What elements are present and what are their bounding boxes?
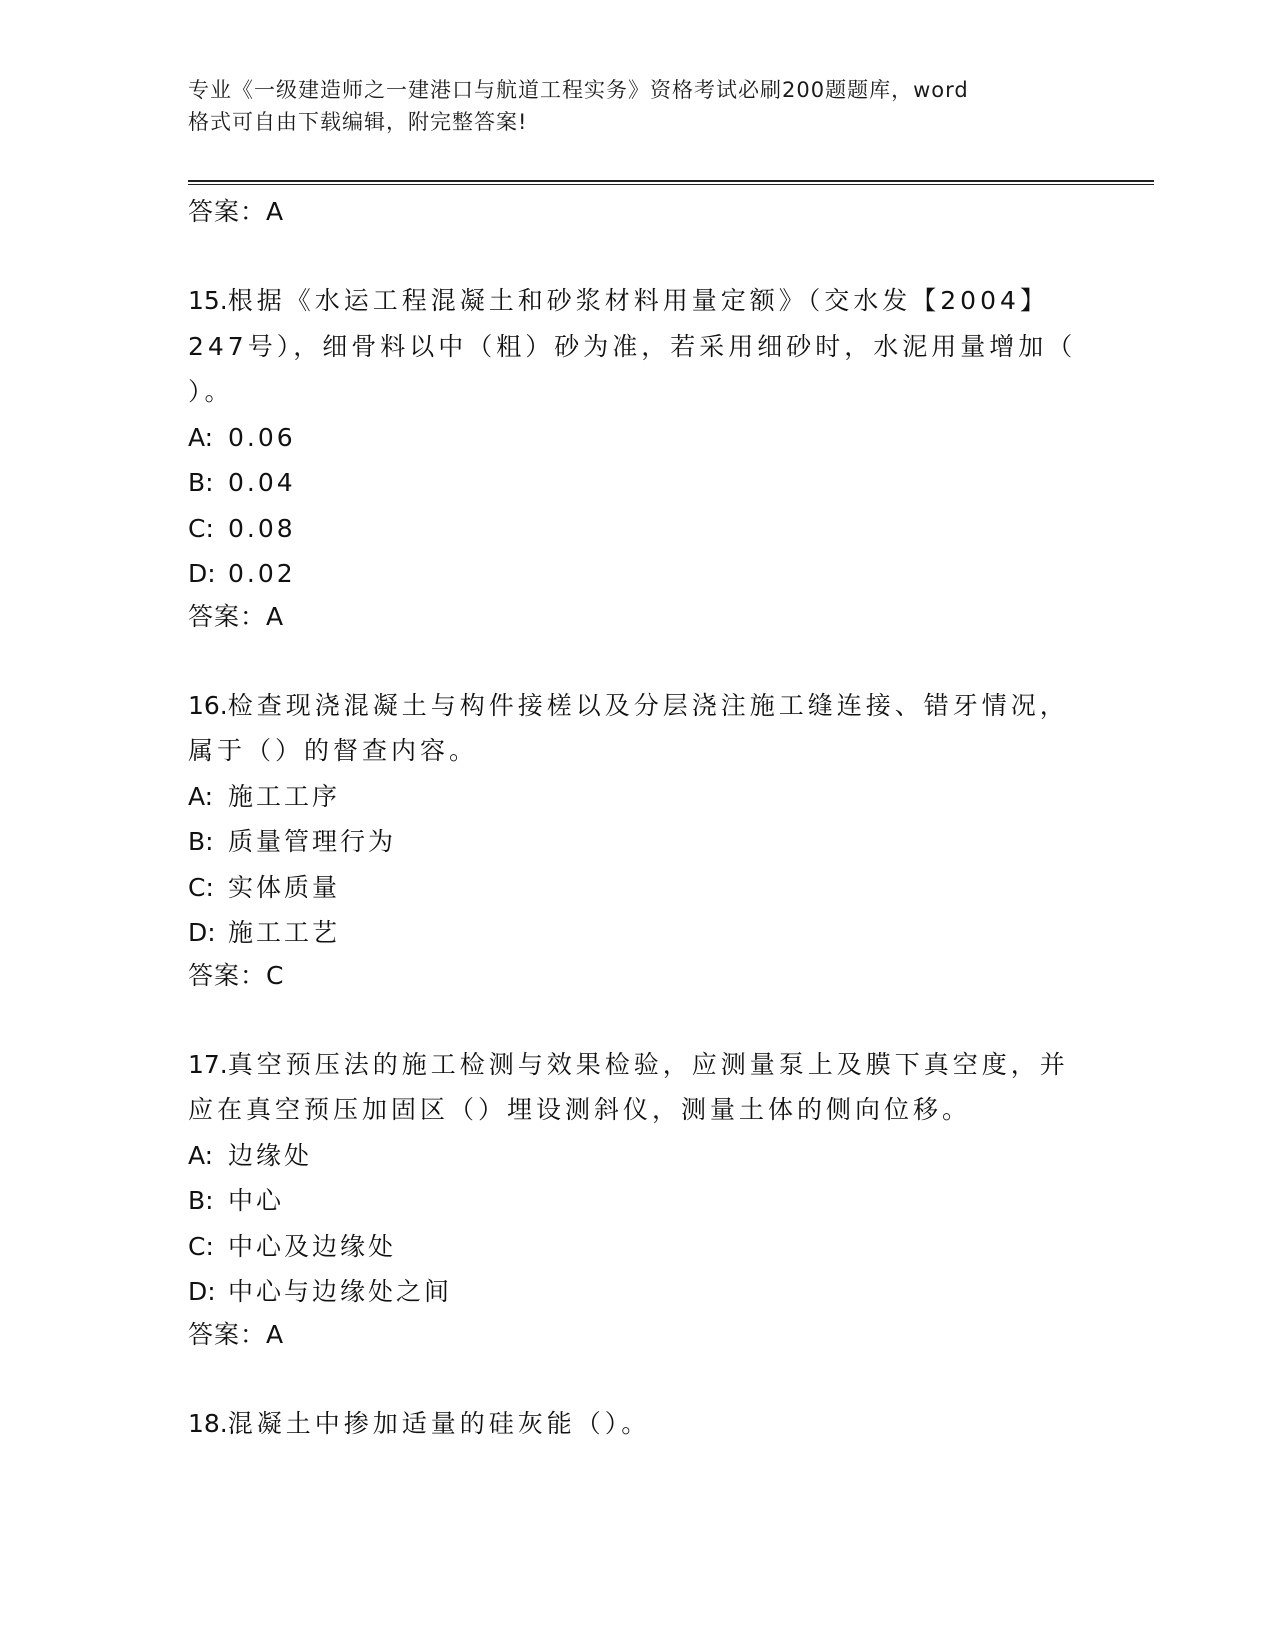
question-line: 247号），细骨料以中（粗）砂为准，若采用细砂时，水泥用量增加（ [188,331,1077,361]
question-number: 18. [188,1408,228,1438]
question-line: 15.根据《水运工程混凝土和砂浆材料用量定额》（交水发【2004】 [188,286,1049,315]
question-text [188,683,1088,774]
option-a: A: 边缘处 [188,1140,313,1170]
question-line: 18.混凝土中掺加适量的硅灰能（）。 [188,1408,651,1438]
option-b: B: 质量管理行为 [188,827,397,856]
question-17 [188,1042,1088,1355]
option-d: D: 0.02 [188,559,296,588]
header-divider [188,180,1154,185]
option-b: B: 0.04 [188,468,296,497]
question-line: ）。 [188,377,234,406]
question-list [188,278,1088,1492]
answer: 答案：A [188,601,285,631]
option-a: A: 0.06 [188,422,296,452]
question-text [188,278,1088,415]
document-header [188,74,1078,138]
option-d: D: 施工工艺 [188,918,341,947]
question-16 [188,683,1088,996]
answer-previous-question: 答案：A [188,197,285,226]
question-18 [188,1401,1088,1447]
option-c: C: 0.08 [188,513,296,543]
question-15 [188,278,1088,637]
question-line: 16.检查现浇混凝土与构件接槎以及分层浇注施工缝连接、错牙情况， [188,690,1069,720]
answer: 答案：C [188,960,285,990]
option-a: A: 施工工序 [188,781,341,811]
option-d: D: 中心与边缘处之间 [188,1277,453,1306]
header-line-1: 专业《一级建造师之一建港口与航道工程实务》资格考试必刷200题题库，word [188,78,969,102]
option-c: C: 中心及边缘处 [188,1231,397,1261]
option-c: C: 实体质量 [188,872,341,902]
question-line: 17.真空预压法的施工检测与效果检验，应测量泵上及膜下真空度，并 [188,1049,1069,1079]
question-number: 17. [188,1049,228,1079]
question-number: 16. [188,690,228,720]
question-text [188,1042,1088,1133]
option-b: B: 中心 [188,1186,285,1215]
answer: 答案：A [188,1319,285,1349]
header-line-2: 格式可自由下载编辑，附完整答案! [188,110,528,134]
question-line: 属于（）的督查内容。 [188,736,479,765]
question-line: 应在真空预压加固区（）埋设测斜仪，测量土体的侧向位移。 [188,1095,972,1124]
question-text [188,1401,1088,1447]
question-number: 15. [188,286,228,315]
